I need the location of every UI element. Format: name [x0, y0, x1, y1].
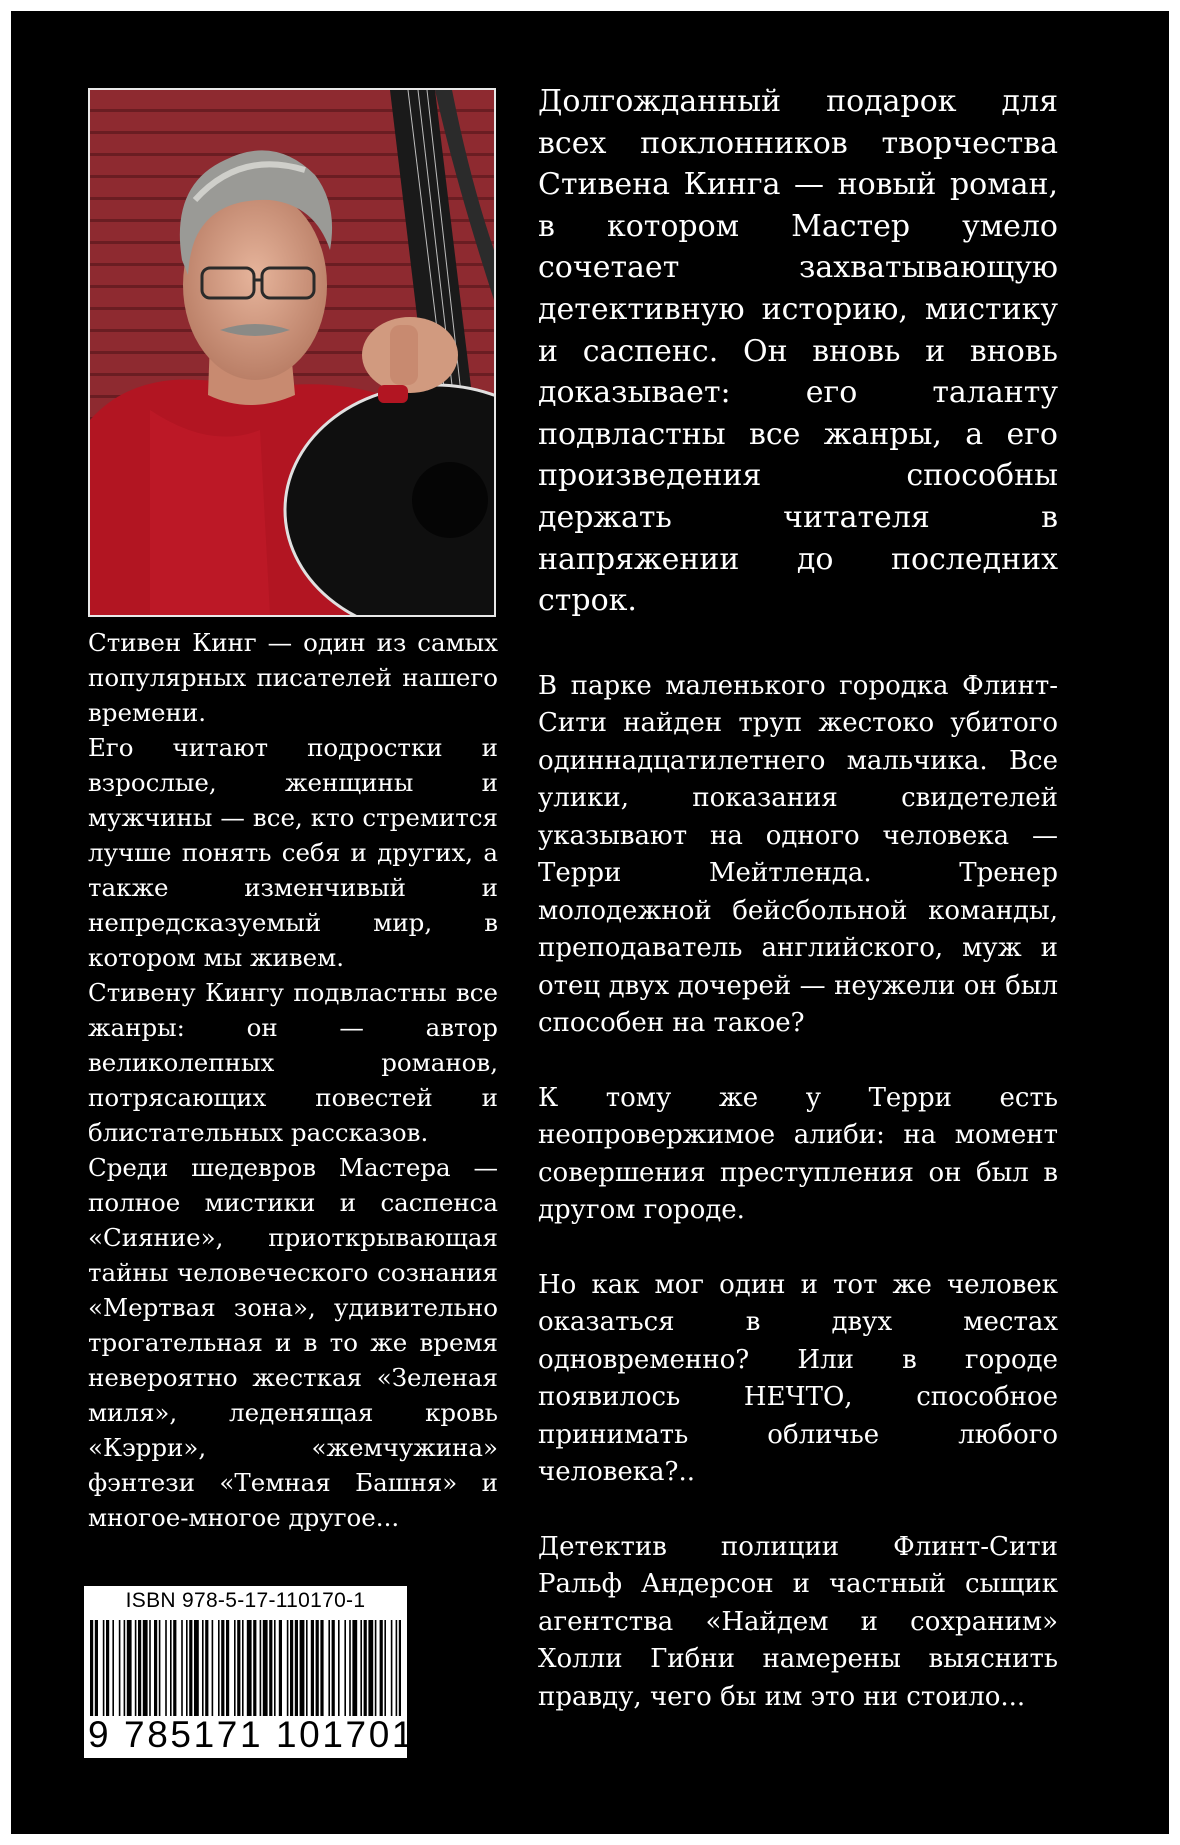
author-bio	[88, 625, 498, 1535]
lead-paragraph: Долгожданный подарок для всех поклонников творчества Стивена Кинга — новый роман, в котором Мастер умело сочетает захватывающую детективную историю, мистику и саспенс. Он вновь и вновь доказывает: его таланту подвластны все жанры, а его произведения способны держать читателя в напряжении до последних строк.	[538, 84, 1058, 619]
isbn-barcode	[84, 1586, 416, 1758]
book-back-cover	[11, 11, 1169, 1834]
bio-paragraph: Стивену Кингу подвластны все жанры: он — автор великолепных романов, потрясающих повестей и блистательных рассказов.	[88, 978, 498, 1147]
author-photo	[88, 88, 496, 617]
isbn-number: ISBN 978-5-17-110170-1	[125, 1589, 366, 1612]
barcode-digits: 9 785171 101701	[88, 1714, 416, 1755]
author-photo-icon	[90, 90, 494, 615]
annotation-paragraph: К тому же у Терри есть неопровержимое алиби: на момент совершения преступления он был в другом городе.	[538, 1082, 1058, 1226]
barcode-bars-icon	[90, 1620, 401, 1716]
annotation-column	[538, 81, 1058, 1753]
bio-paragraph: Его читают подростки и взрослые, женщины и мужчины — все, кто стремится лучше понять себя и других, а также изменчивый и непредсказуемый мир, в котором мы живем.	[88, 733, 498, 972]
bio-paragraph: Среди шедевров Мастера — полное мистики и саспенса «Сияние», приоткрывающая тайны человеческого сознания «Мертвая зона», удивительно трогательная и в то же время невероятно жесткая «Зеленая миля», леденящая кровь «Кэрри», «жемчужина» фэнтези «Темная Башня» и многое-многое другое...	[88, 1153, 498, 1532]
annotation-paragraph: Детектив полиции Флинт-Сити Ральф Андерсон и частный сыщик агентства «Найдем и сохраним» Холли Гибни намерены выяснить правду, чего бы им это ни стоило...	[538, 1531, 1058, 1712]
annotation-paragraph: В парке маленького городка Флинт-Сити найден труп жестоко убитого одиннадцатилетнего мальчика. Все улики, показания свидетелей указывают на одного человека — Терри Мейтленда. Тренер молодежной бейсбольной команды, преподаватель английского, муж и отец двух дочерей — неужели он был способен на такое?	[538, 670, 1058, 1039]
annotation-paragraph: Но как мог один и тот же человек оказаться в двух местах одновременно? Или в городе появилось НЕЧТО, способное принимать обличье любого человека?..	[538, 1269, 1058, 1488]
bio-paragraph: Стивен Кинг — один из самых популярных писателей нашего времени.	[88, 628, 498, 727]
